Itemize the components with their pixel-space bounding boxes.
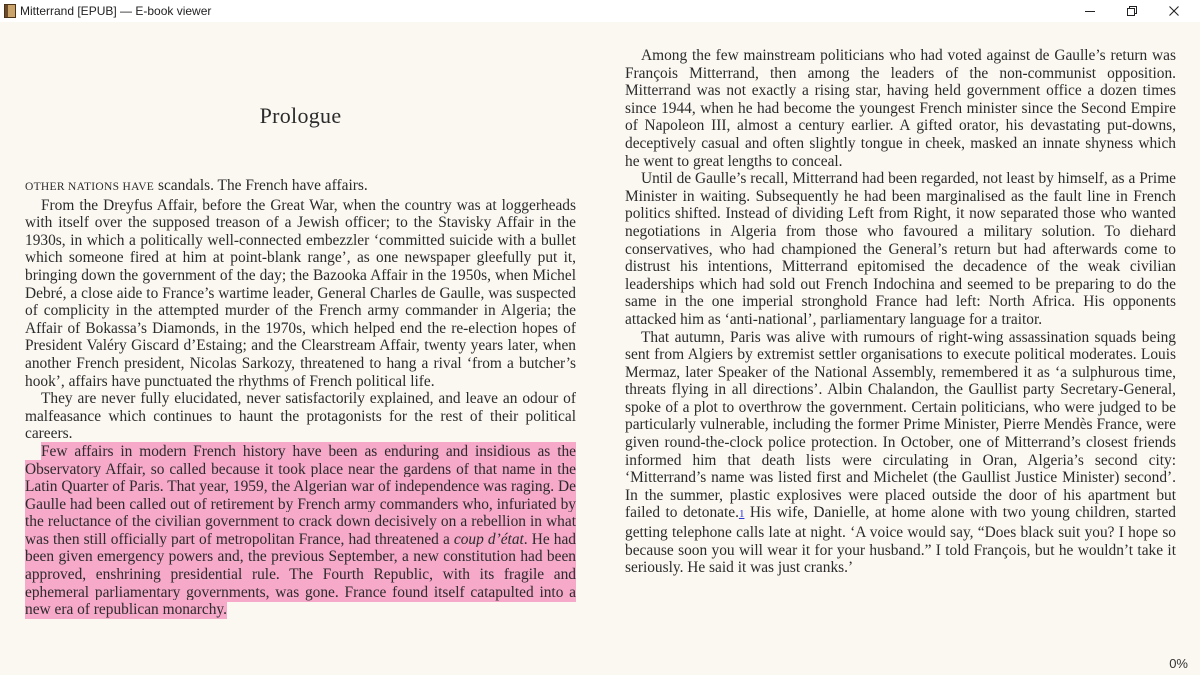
minimize-icon (1084, 5, 1096, 17)
minimize-button[interactable] (1070, 0, 1110, 22)
opening-paragraph[interactable] (25, 177, 576, 197)
highlight-text: Few affairs in modern French history have been as enduring and insidious as the Observatory Affair, so called because it took place near the gardens of that name in the Latin Quarter of Paris. That year, 1959, the Algerian war of independence was raging. De Gaulle had been called out of retirement by French army commanders who, infuriated by the reluctance of the civilian government to crack down decisively on a rebellion in what was then still officially part of metropolitan France, had threatened a (25, 442, 576, 548)
text-highlight[interactable] (25, 442, 576, 619)
restore-button[interactable] (1112, 0, 1152, 22)
paragraph[interactable]: From the Dreyfus Affair, before the Great War, when the country was at loggerheads with itself over the supposed treason of a Jewish officer; to the Stavisky Affair in the 1930s, in which a politically well-connected embezzler ‘committed suicide with a bullet which someone fired at him at point-blank range’, as one newspaper gleefully put it, bringing down the government of the day; the Bazooka Affair in the 1950s, when Michel Debré, a close aide to France’s wartime leader, General Charles de Gaulle, was suspected of complicity in the attempted murder of the French army commander in Algeria; the Affair of Bokassa’s Diamonds, in the 1970s, which helped end the re-election hopes of President Valéry Giscard d’Estaing; and the Clearstream Affair, twenty years later, when another French president, Nicolas Sarkozy, threatened to hang a rival ‘from a butcher’s hook’, affairs have punctuated the rhythms of French political life. (25, 196, 576, 390)
reading-progress: 0% (1169, 656, 1188, 671)
highlighted-paragraph[interactable] (25, 443, 576, 619)
paragraph-text: That autumn, Paris was alive with rumours of right-wing assassination squads being sent from Algiers by extremist settler organisations to execute political moderates. Louis Mermaz, later Speaker of the National Assembly, remembered it as ‘a sulphurous time, threats flying in all directions’. Albin Chalandon, the Gaullist party Secretary-General, spoke of a plot to overthrow the government. Certain politicians, who were judged to be particularly vulnerable, including the former Prime Minister, Pierre Mendès France, were given round-the-clock police protection. In October, one of Mitterrand’s closest friends informed him that death lists were circulating in Oran, Algeria’s second city: ‘Mitterrand’s name was listed first and Michelet (the Gaullist Justice Minister) second’. In the summer, plastic explosives were placed outside the door of his apartment but failed to detonate. (625, 328, 1176, 522)
lead-text: scandals. The French have affairs. (154, 177, 368, 194)
highlight-text: . He had been given emergency powers and, the previous September, a new constitution had been approved, enshrining presidential rule. The Fourth Republic, with its fragile and ephemeral parliamentary governments, was gone. France found itself catapulted into a new era of republican monarchy. (25, 530, 576, 619)
paragraph[interactable]: Among the few mainstream politicians who had voted against de Gaulle’s return was François Mitterrand, then among the leaders of the non-communist opposition. Mitterrand was not exactly a rising star, having held government office a dozen times since 1944, when he had become the youngest French minister since the Second Empire of Napoleon III, almost a century earlier. A gifted orator, his devastating put-downs, deceptively casual and often slightly tongue in cheek, masked an innate shyness which he went to great lengths to conceal. (625, 47, 1176, 170)
paragraph[interactable] (625, 329, 1176, 577)
close-icon (1168, 5, 1180, 17)
italic-phrase: coup d’état (453, 530, 524, 548)
paragraph-text: His wife, Danielle, at home alone with two young children, started getting telephone calls late at night. ‘A voice would say, “Does black suit you? I hope so because soon you will wear it for your husband.” I told François, but he wouldn’t take it seriously. He said it was just cranks.’ (625, 504, 1177, 577)
book-app-icon (4, 4, 16, 18)
close-button[interactable] (1154, 0, 1194, 22)
right-page[interactable] (625, 47, 1176, 577)
window-titlebar (0, 0, 1200, 22)
paragraph[interactable]: They are never fully elucidated, never satisfactorily explained, and leave an odour of malfeasance which continues to haunt the protagonists for the rest of their political careers. (25, 390, 576, 443)
window-title: Mitterrand [EPUB] — E-book viewer (20, 4, 212, 18)
footnote-link[interactable]: 1 (738, 508, 745, 521)
chapter-title: Prologue (259, 103, 342, 128)
left-page[interactable] (25, 44, 576, 619)
lead-smallcaps: OTHER NATIONS HAVE (25, 181, 155, 193)
restore-icon (1126, 5, 1138, 17)
paragraph[interactable]: Until de Gaulle’s recall, Mitterrand had been regarded, not least by himself, as a Prime Minister in waiting. Subsequently he had been marginalised as the fault line in French politics shifted. Instead of dividing Left from Right, it now separated those who wanted negotiations in Algeria from those who favoured a military solution. To diehard conservatives, who had championed the General’s return but had afterwards come to distrust his intentions, Mitterrand epitomised the decadence of the weak civilian leaderships which had sold out French Indochina and seemed to be preparing to do the same in the one imperial stronghold France had left: North Africa. His opponents attacked him as ‘anti-national’, parliamentary language for a traitor. (625, 170, 1176, 328)
